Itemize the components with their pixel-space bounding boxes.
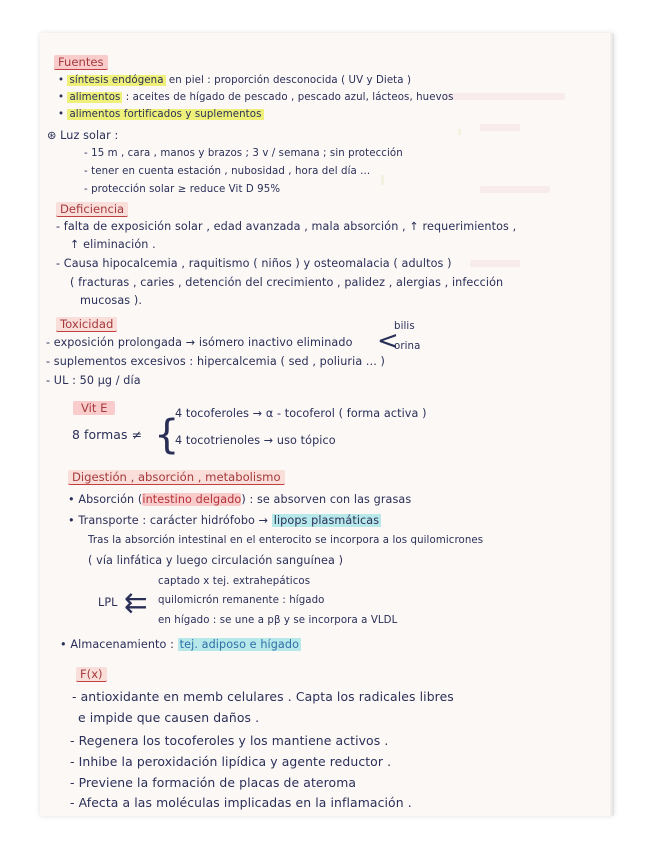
bleed-through-mark bbox=[480, 186, 550, 193]
digestion-detail-1: Tras la absorción intestinal en el enterocito se incorpora a los quilomicrones bbox=[88, 535, 484, 546]
branch-orina: orina bbox=[394, 341, 421, 352]
highlight-intestino: intestino delgado bbox=[142, 493, 242, 506]
absorcion-rest: ) : se absorven con las grasas bbox=[241, 493, 412, 506]
notebook-page bbox=[40, 33, 614, 816]
bleed-through-mark bbox=[458, 129, 461, 135]
fuentes-item-text: en piel : proporción desconocida ( UV y Dieta ) bbox=[165, 75, 412, 86]
deficiencia-line-4: ( fracturas , caries , detención del crecimiento , palidez , alergias , infección bbox=[70, 276, 504, 289]
bleed-through-mark bbox=[445, 93, 565, 100]
funcion-line-6: - Afecta a las moléculas implicadas en la inflamación . bbox=[70, 795, 412, 810]
transporte-label: • Transporte : carácter hidrófobo → bbox=[68, 514, 269, 527]
page-edge-shadow bbox=[610, 33, 614, 816]
sun-item-2: - tener en cuenta estación , nubosidad , hora del día ... bbox=[84, 166, 371, 177]
digestion-detail-2: ( vía linfática y luego circulación sanguínea ) bbox=[88, 554, 344, 567]
fuentes-item-3 bbox=[58, 109, 264, 120]
lpl-branch-2: quilomicrón remanente : hígado bbox=[158, 595, 325, 606]
sun-item-3: - protección solar ≥ reduce Vit D 95% bbox=[84, 184, 281, 195]
toxicidad-line-1: - exposición prolongada → isómero inactivo eliminado bbox=[46, 336, 353, 349]
deficiencia-line-5: mucosas ). bbox=[80, 294, 142, 307]
funcion-line-5: - Previene la formación de placas de ateroma bbox=[70, 775, 357, 790]
toxicidad-line-3: - UL : 50 µg / día bbox=[46, 374, 141, 387]
heading-fuentes: Fuentes bbox=[54, 55, 108, 70]
vit-e-branch-1: 4 tocoferoles → α - tocoferol ( forma activa ) bbox=[175, 407, 427, 420]
almacenamiento-line bbox=[60, 638, 301, 651]
branch-bilis: bilis bbox=[394, 321, 415, 332]
bleed-through-mark bbox=[470, 260, 520, 267]
highlight-sintesis: síntesis endógena bbox=[69, 75, 164, 86]
toxicidad-line-2: - suplementos excesivos : hipercalcemia ( sed , poliuria ... ) bbox=[46, 355, 386, 368]
bullet: • bbox=[58, 109, 65, 120]
highlight-tejido: tej. adiposo e hígado bbox=[179, 638, 300, 651]
highlight-lipops: lipops plasmáticas bbox=[273, 514, 380, 527]
vit-e-branch-2: 4 tocotrienoles → uso tópico bbox=[175, 434, 336, 447]
absorcion-line bbox=[68, 493, 411, 506]
sun-title: Luz solar : bbox=[60, 129, 119, 142]
circled-star-icon: ⊛ bbox=[47, 129, 57, 142]
funcion-line-2: e impide que causen daños . bbox=[78, 710, 260, 725]
almacenamiento-label: • Almacenamiento : bbox=[60, 638, 174, 651]
funcion-line-4: - Inhibe la peroxidación lipídica y agente reductor . bbox=[70, 754, 392, 769]
lpl-branch-arrows-icon: ⇇ bbox=[124, 586, 148, 619]
deficiencia-line-3: - Causa hipocalcemia , raquitismo ( niños ) y osteomalacia ( adultos ) bbox=[56, 257, 452, 270]
transporte-line bbox=[68, 514, 381, 527]
heading-deficiencia: Deficiencia bbox=[56, 202, 128, 217]
branch-brace-icon: < bbox=[377, 326, 399, 356]
heading-funcion: F(x) bbox=[76, 667, 107, 682]
absorcion-label: • Absorción ( bbox=[68, 493, 143, 506]
deficiencia-line-2: ↑ eliminación . bbox=[70, 238, 156, 251]
lpl-label: LPL bbox=[98, 596, 118, 609]
lpl-branch-3: en hígado : se une a pβ y se incorpora a VLDL bbox=[158, 615, 398, 626]
lpl-branch-1: captado x tej. extrahepáticos bbox=[158, 576, 311, 587]
bleed-through-mark bbox=[480, 124, 520, 131]
heading-vit-e: Vit E bbox=[73, 401, 115, 415]
vit-e-forms-label: 8 formas ≠ bbox=[72, 427, 143, 442]
bleed-through-mark bbox=[381, 175, 384, 185]
sun-heading bbox=[47, 129, 118, 142]
fuentes-item-2 bbox=[58, 92, 453, 103]
sun-item-1: - 15 m , cara , manos y brazos ; 3 v / semana ; sin protección bbox=[84, 148, 403, 159]
highlight-alimentos: alimentos bbox=[69, 92, 121, 103]
vit-e-brace-icon: { bbox=[154, 412, 180, 458]
heading-digestion: Digestión , absorción , metabolismo bbox=[68, 470, 285, 485]
heading-toxicidad: Toxicidad bbox=[56, 317, 117, 332]
bullet: • bbox=[58, 92, 65, 103]
highlight-fortificados: alimentos fortificados y suplementos bbox=[69, 109, 262, 120]
funcion-line-3: - Regenera los tocoferoles y los mantiene activos . bbox=[70, 733, 389, 748]
fuentes-item-text: : aceites de hígado de pescado , pescado azul, lácteos, huevos bbox=[122, 92, 454, 103]
fuentes-item-1 bbox=[58, 75, 411, 86]
bullet: • bbox=[58, 75, 65, 86]
deficiencia-line-1: - falta de exposición solar , edad avanzada , mala absorción , ↑ requerimientos , bbox=[56, 220, 517, 233]
funcion-line-1: - antioxidante en memb celulares . Capta los radicales libres bbox=[72, 689, 454, 704]
